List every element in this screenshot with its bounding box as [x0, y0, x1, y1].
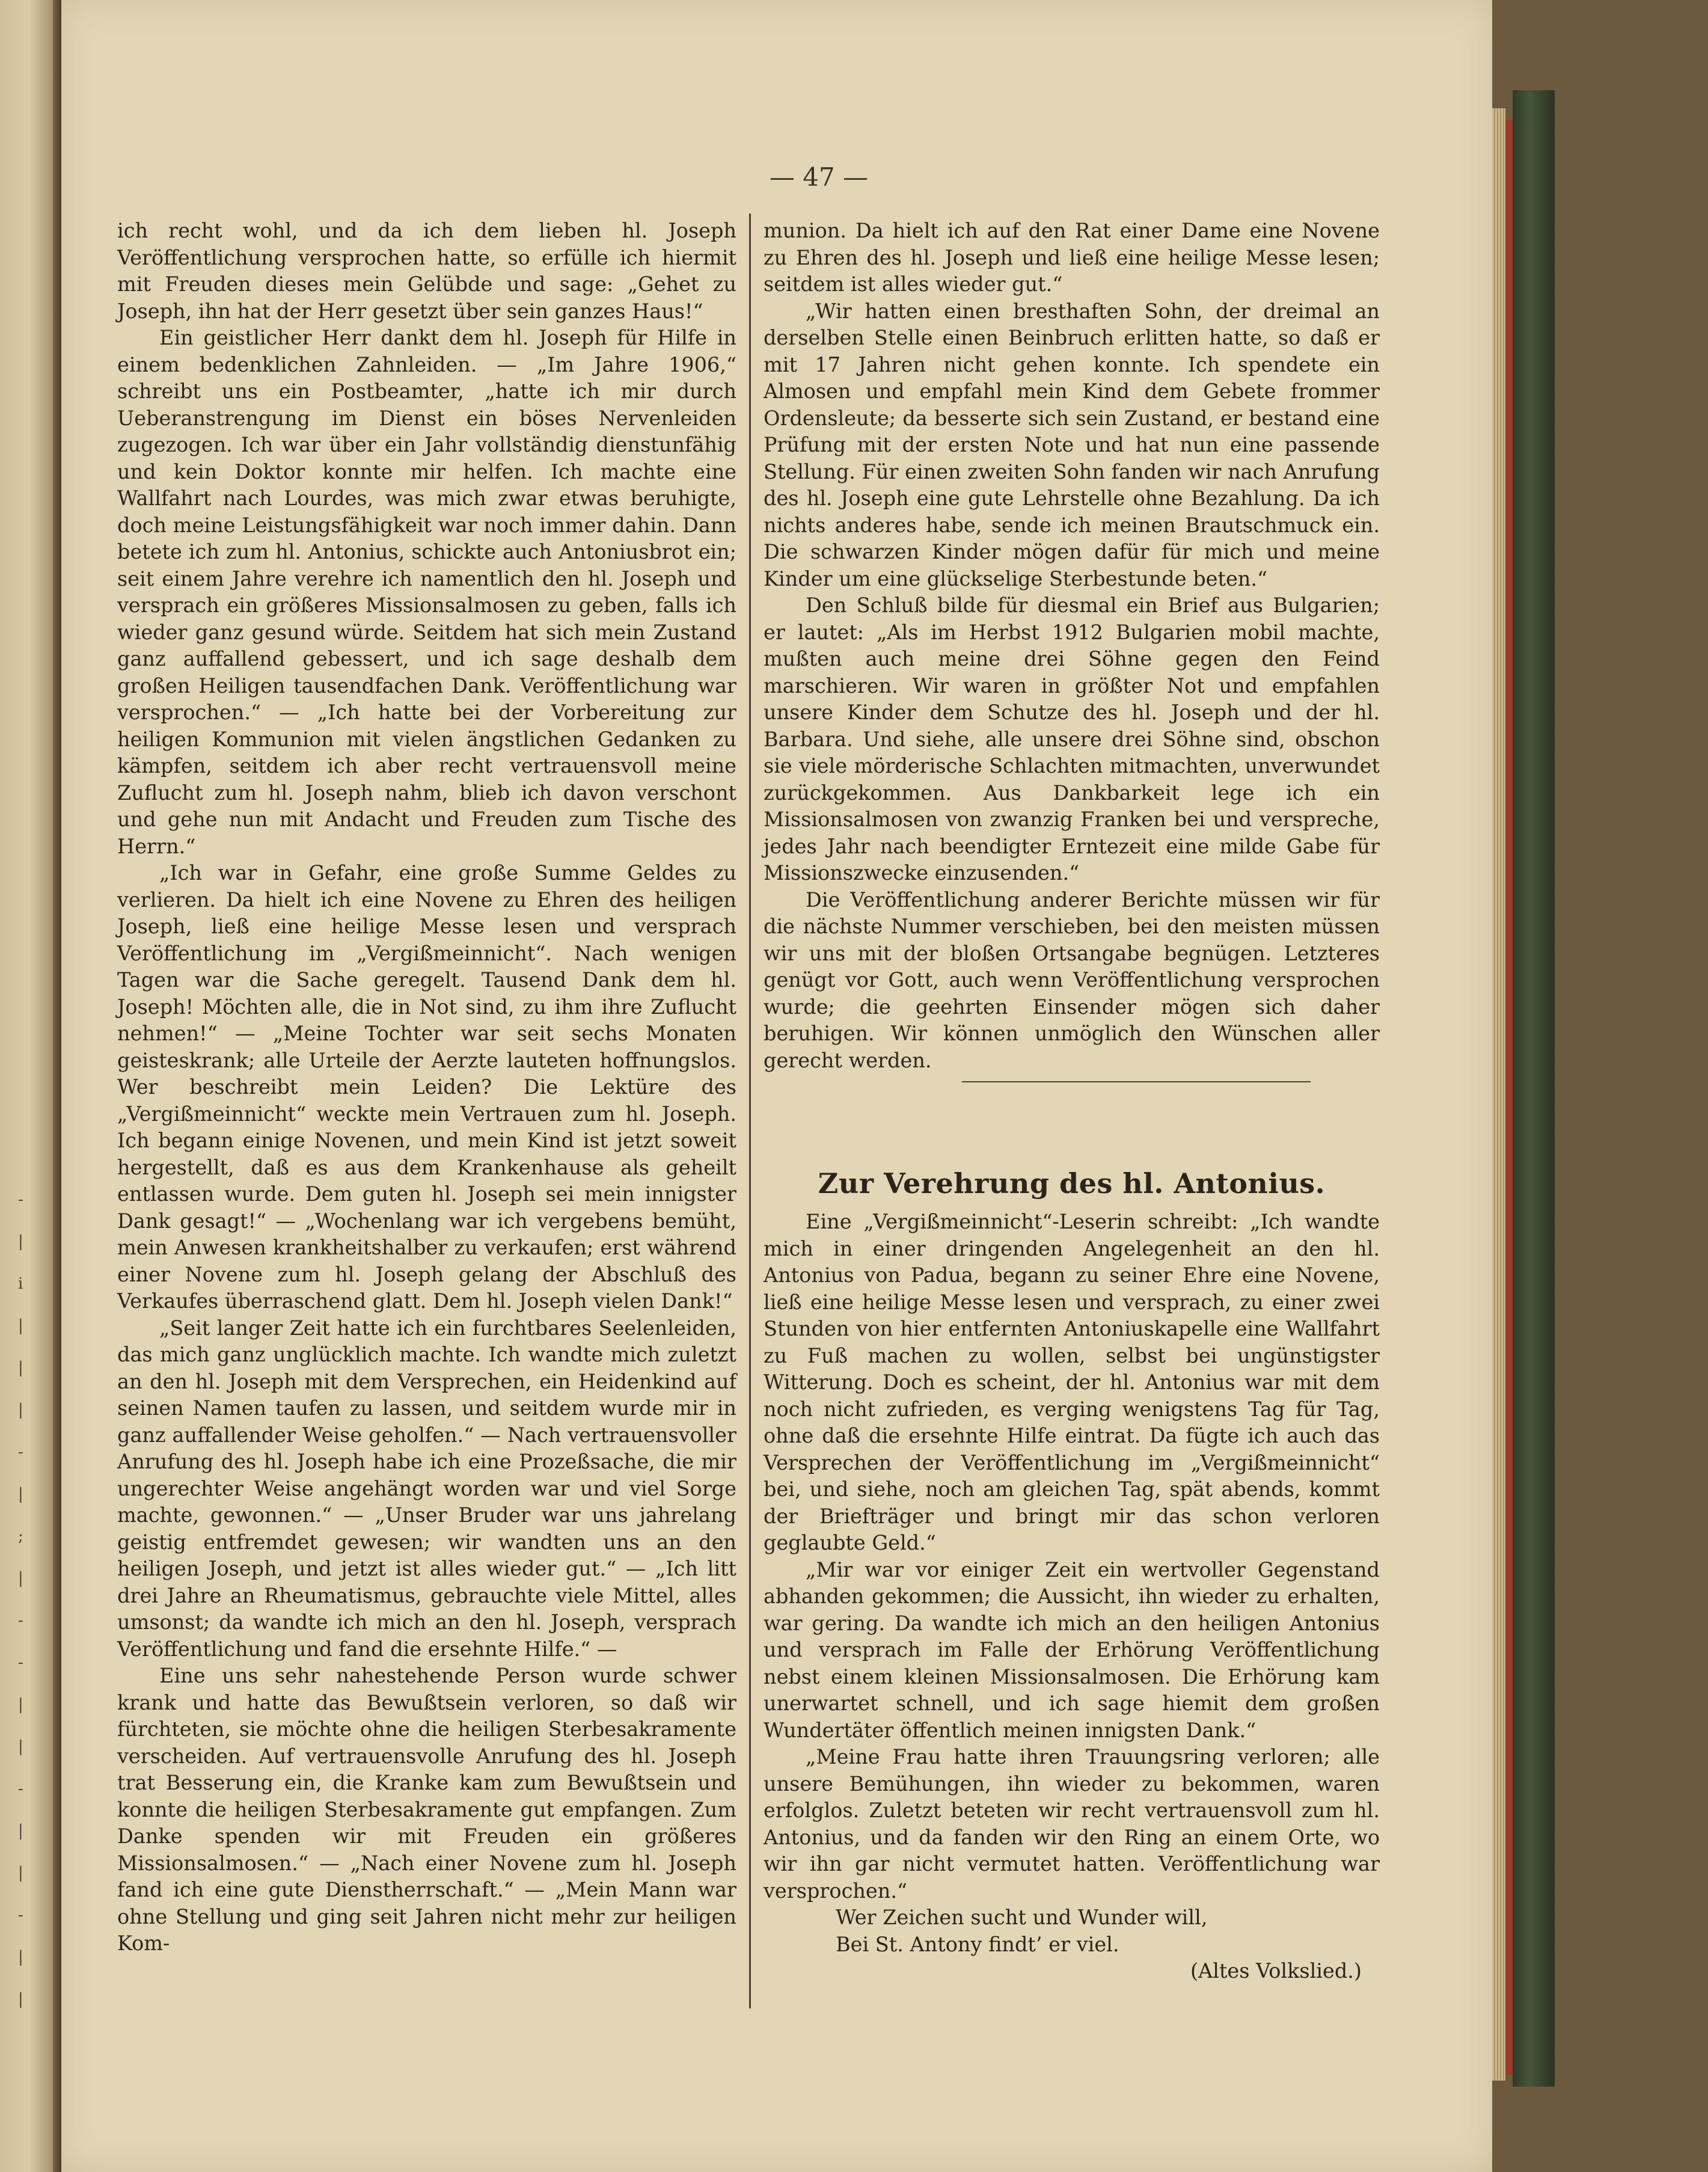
left-column: [117, 218, 736, 1957]
left-page-edge: [0, 0, 53, 2172]
verse-source: (Altes Volkslied.): [1190, 1959, 1362, 1983]
paragraph: „Wir hatten einen bresthaften Sohn, der dreimal an derselben Stelle einen Beinbruch erlitten hatte, so daß er mit 17 Jahren nicht gehen konnte. Ich spendete ein Almosen und empfahl mein Kind dem Gebete frommer Ordensleute; da besserte sich sein Zustand, er bestand eine Prüfung mit der ersten Note und hat nun eine passende Stellung. Für einen zweiten Sohn fanden wir nach Anrufung des hl. Joseph eine gute Lehrstelle ohne Bezahlung. Da ich nichts anderes habe, sende ich meinen Brautschmuck ein. Die schwarzen Kinder mögen dafür für mich und meine Kinder um eine glückselige Sterbestunde beten.“: [764, 299, 1380, 591]
paragraph: „Meine Frau hatte ihren Trauungsring verloren; alle unsere Bemühungen, ihn wieder zu bekommen, waren erfolglos. Zuletzt beteten wir recht vertrauensvoll zum hl. Antonius, und da fanden wir den Ring an einem Orte, wo wir ihn gar nicht vermutet hatten. Veröffentlichung war versprochen.“: [764, 1745, 1380, 1903]
paragraph: Eine uns sehr nahestehende Person wurde schwer krank und hatte das Bewußtsein verloren, so daß wir fürchteten, sie möchte ohne die heiligen Sterbesakramente verscheiden. Auf vertrauensvolle Anrufung des hl. Joseph trat Besserung ein, die Kranke kam zum Bewußtsein und konnte die heiligen Sterbesakramente gut empfangen. Zum Danke spenden wir mit Freuden ein größeres Missionsalmosen.“ — „Nach einer Novene zum hl. Joseph fand ich eine gute Dienstherrschaft.“ — „Mein Mann war ohne Stellung und ging seit Jahren nicht mehr zur heiligen Kom-: [117, 1664, 736, 1955]
verse-line: Wer Zeichen sucht und Wunder will,: [836, 1906, 1208, 1929]
book-cover: [1513, 90, 1555, 2087]
paragraph: ich recht wohl, und da ich dem lieben hl. Joseph Veröffentlichung versprochen hatte, so erfülle ich hiermit mit Freuden dieses mein Gelübde und sage: „Gehet zu Joseph, ihn hat der Herr gesetzt über sein ganzes Haus!“: [117, 219, 736, 323]
paragraph: Eine „Vergißmeinnicht“-Leserin schreibt: „Ich wandte mich in einer dringenden Angelegenheit an den hl. Antonius von Padua, begann zu seiner Ehre eine Novene, ließ eine heilige Messe lesen und versprach, zu einer zwei Stunden von hier entfernten Antoniuskapelle eine Wallfahrt zu Fuß machen zu wollen, selbst bei ungünstigster Witterung. Doch es scheint, der hl. Antonius war mit dem noch nicht zufrieden, es verging wenigstens Tag für Tag, ohne daß die ersehnte Hilfe eintrat. Da fügte ich auch das Versprechen der Veröffentlichung im „Vergißmeinnicht“ bei, und siehe, noch am gleichen Tag, spät abends, kommt der Briefträger und bringt mir das schon verloren geglaubte Geld.“: [764, 1210, 1380, 1554]
paragraph: munion. Da hielt ich auf den Rat einer Dame eine Novene zu Ehren des hl. Joseph und ließ eine heilige Messe lesen; seitdem ist alles wieder gut.“: [764, 219, 1380, 296]
paragraph: „Ich war in Gefahr, eine große Summe Geldes zu verlieren. Da hielt ich eine Novene zu Ehren des heiligen Joseph, ließ eine heilige Messe lesen und versprach Veröffentlichung im „Vergißmeinnicht“. Nach wenigen Tagen war die Sache geregelt. Tausend Dank dem hl. Joseph! Möchten alle, die in Not sind, zu ihm ihre Zuflucht nehmen!“ — „Meine Tochter war seit sechs Monaten geisteskrank; alle Urteile der Aerzte lauteten hoffnungslos. Wer beschreibt mein Leiden? Die Lektüre des „Vergißmeinnicht“ weckte mein Vertrauen zum hl. Joseph. Ich begann einige Novenen, und mein Kind ist jetzt soweit hergestellt, daß es aus dem Krankenhause als geheilt entlassen wurde. Dem guten hl. Joseph sei mein innigster Dank gesagt!“ — „Wochenlang war ich vergebens bemüht, mein Anwesen krankheitshalber zu verkaufen; erst während einer Novene zum hl. Joseph gelang der Abschluß des Verkaufes überraschend glatt. Dem hl. Joseph vielen Dank!“: [117, 861, 736, 1313]
paragraph: Die Veröffentlichung anderer Berichte müssen wir für die nächste Nummer verschieben, bei den meisten müssen wir uns mit der bloßen Ortsangabe begnügen. Letzteres genügt vor Gott, auch wenn Veröffentlichung versprochen wurde; die geehrten Einsender mögen sich daher beruhigen. Wir können unmöglich den Wünschen aller gerecht werden.: [764, 888, 1380, 1072]
verse-line: Bei St. Antony findt’ er viel.: [836, 1932, 1119, 1956]
margin-marks: - | i | | | - | ; | - - | | - | | - | |: [18, 1191, 23, 2008]
section-divider: [962, 1081, 1311, 1082]
page-number: — 47 —: [769, 162, 869, 192]
column-divider: [749, 213, 751, 2008]
paragraph: Ein geistlicher Herr dankt dem hl. Joseph für Hilfe in einem bedenklichen Zahnleiden. — „Im Jahre 1906,“ schreibt uns ein Postbeamter, „hatte ich mir durch Ueberanstrengung im Dienst ein böses Nervenleiden zugezogen. Ich war über ein Jahr vollständig dienstunfähig und kein Doktor konnte mir helfen. Ich machte eine Wallfahrt nach Lourdes, was mich zwar etwas beruhigte, doch meine Leistungsfähigkeit war noch immer dahin. Dann betete ich zum hl. Antonius, schickte auch Antoniusbrot ein; seit einem Jahre verehre ich namentlich den hl. Joseph und versprach ein größeres Missionsalmosen zu geben, falls ich wieder ganz gesund würde. Seitdem hat sich mein Zustand ganz auffallend gebessert, und ich sage deshalb dem großen Heiligen tausendfachen Dank. Veröffentlichung war versprochen.“ — „Ich hatte bei der Vorbereitung zur heiligen Kommunion mit vielen ängstlichen Gedanken zu kämpfen, seitdem ich aber recht vertrauensvoll meine Zuflucht zum hl. Joseph nahm, blieb ich davon verschont und gehe nun mit Andacht und Freuden zum Tische des Herrn.“: [117, 326, 736, 858]
red-page-edge: [1505, 120, 1513, 2075]
paragraph: „Seit langer Zeit hatte ich ein furchtbares Seelenleiden, das mich ganz unglücklich machte. Ich wandte mich zuletzt an den hl. Joseph mit dem Versprechen, ein Heidenkind auf seinen Namen taufen zu lassen, und seitdem wurde mir in ganz auffallender Weise geholfen.“ — Nach vertrauensvoller Anrufung des hl. Joseph habe ich eine Prozeßsache, die mir ungerechter Weise angehängt worden war und viel Sorge machte, gewonnen.“ — „Unser Bruder war uns jahrelang geistig entfremdet gewesen; wir wandten uns an den heiligen Joseph, und jetzt ist alles wieder gut.“ — „Ich litt drei Jahre an Rheumatismus, gebrauchte viele Mittel, alles umsonst; da wandte ich mich an den hl. Joseph, versprach Veröffentlichung und fand die ersehnte Hilfe.“ —: [117, 1316, 736, 1661]
background-surface: [1555, 0, 1708, 2172]
right-column: [764, 218, 1380, 1985]
paragraph: „Mir war vor einiger Zeit ein wertvoller Gegenstand abhanden gekommen; die Aussicht, ihn wieder zu erhalten, war gering. Da wandte ich mich an den heiligen Antonius und versprach im Falle der Erhörung Veröffentlichung nebst einem kleinen Missionsalmosen. Die Erhörung kam unerwartet schnell, und ich sage hiemit dem großen Wundertäter öffentlich meinen innigsten Dank.“: [764, 1557, 1380, 1742]
book-gutter: [53, 0, 61, 2172]
section-heading: Zur Verehrung des hl. Antonius.: [818, 1167, 1326, 1200]
paragraph: Den Schluß bilde für diesmal ein Brief aus Bulgarien; er lautet: „Als im Herbst 1912 Bulgarien mobil machte, mußten auch meine drei Söhne gegen den Feind marschieren. Wir waren in größter Not und empfahlen unsere Kinder dem Schutze des hl. Joseph und der hl. Barbara. Und siehe, alle unsere drei Söhne sind, obschon sie viele mörderische Schlachten mitmachten, unverwundet zurückgekommen. Aus Dankbarkeit lege ich ein Missionsalmosen von zwanzig Franken bei und verspreche, jedes Jahr nach beendigter Erntezeit eine milde Gabe für Missionszwecke einzusenden.“: [764, 594, 1380, 885]
page-edges: [1492, 108, 1505, 2081]
